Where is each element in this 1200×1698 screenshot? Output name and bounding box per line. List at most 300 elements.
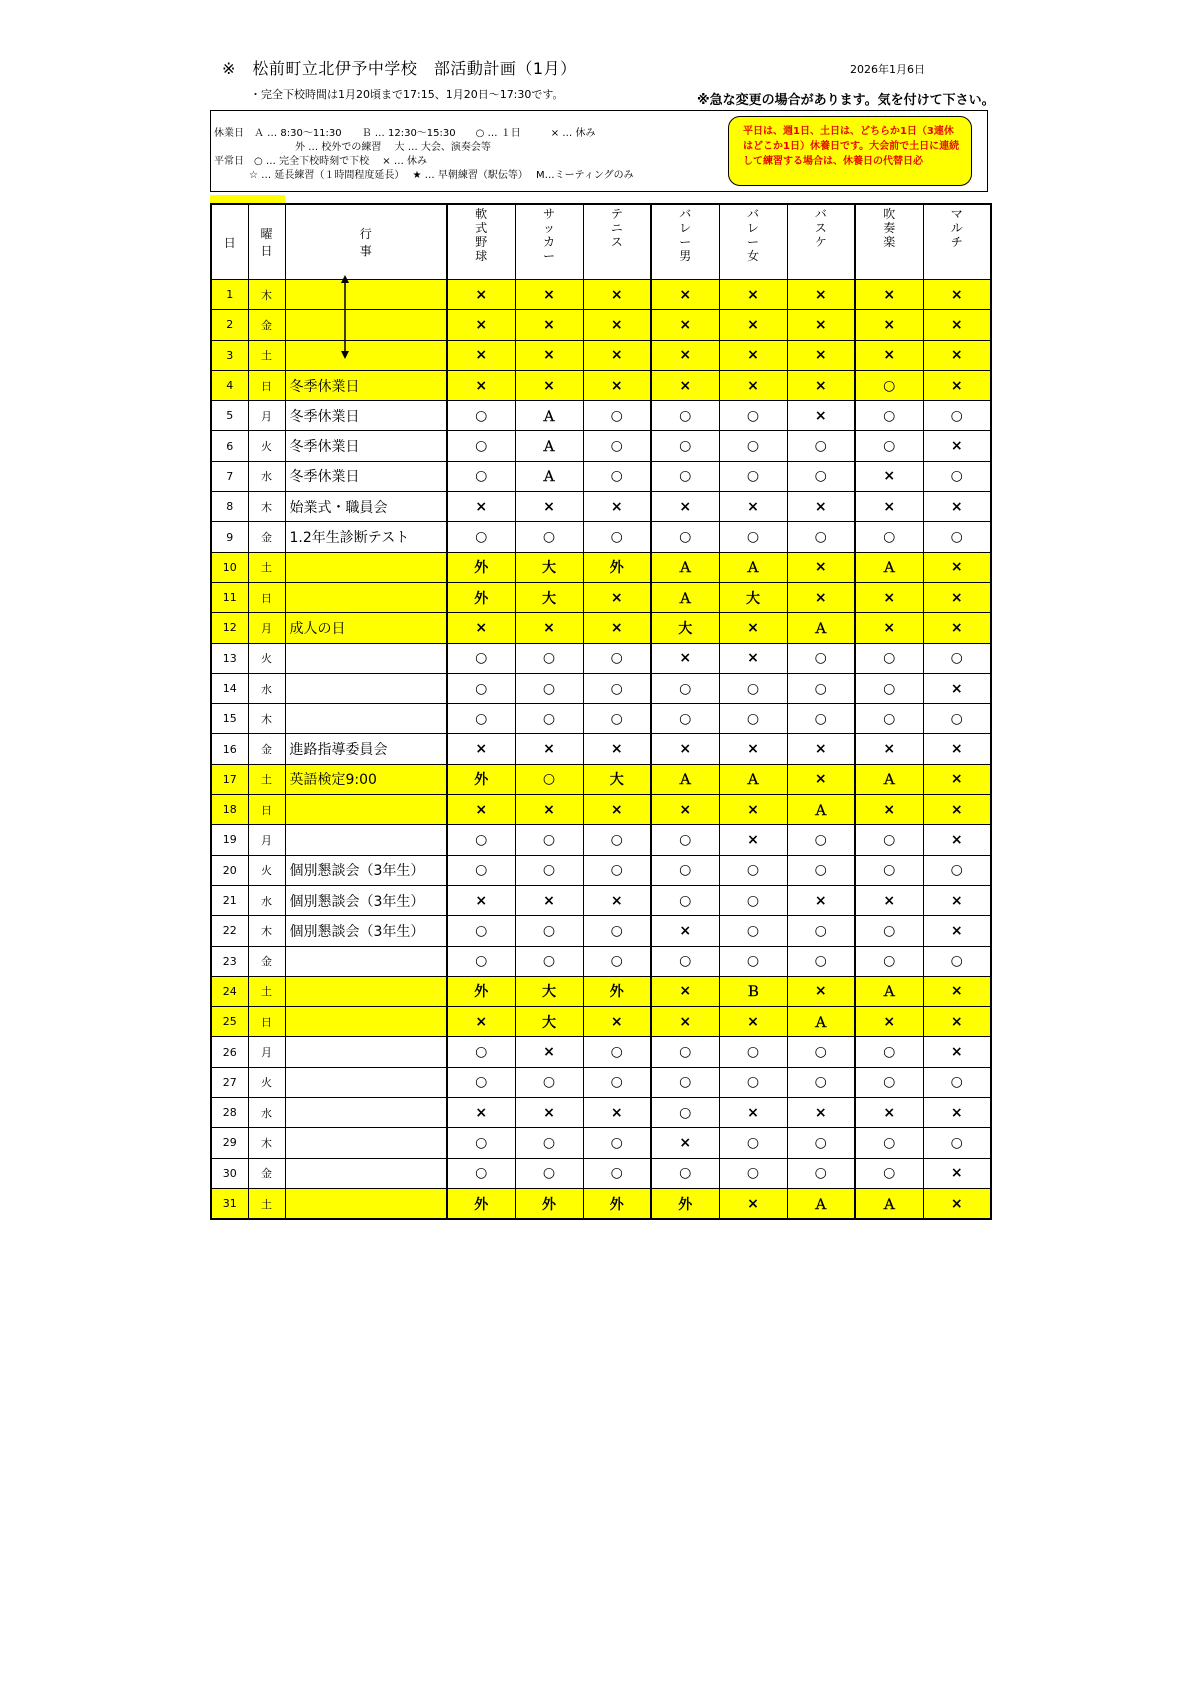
activity-cell: ○ [447, 855, 515, 885]
activity-cell: × [923, 825, 991, 855]
day-cell: 10 [211, 552, 248, 582]
activity-cell: ○ [447, 704, 515, 734]
activity-cell: ○ [787, 916, 855, 946]
activity-cell: ○ [515, 946, 583, 976]
activity-cell: × [923, 1158, 991, 1188]
activity-cell: Ａ [787, 613, 855, 643]
table-row [211, 795, 991, 825]
activity-cell: × [855, 582, 923, 612]
table-row [211, 1128, 991, 1158]
activity-cell: ○ [651, 401, 719, 431]
activity-cell: ○ [787, 1158, 855, 1188]
activity-cell: Ａ [855, 1188, 923, 1219]
weekday-cell: 金 [248, 310, 285, 340]
table-row [211, 1007, 991, 1037]
activity-cell: × [787, 764, 855, 794]
event-cell [285, 795, 447, 825]
day-cell: 9 [211, 522, 248, 552]
weekday-cell: 水 [248, 673, 285, 703]
activity-cell: × [787, 370, 855, 400]
activity-cell: × [923, 280, 991, 310]
weekday-cell: 水 [248, 885, 285, 915]
table-row [211, 340, 991, 370]
activity-cell: ○ [719, 855, 787, 885]
activity-cell: × [515, 1098, 583, 1128]
activity-cell: ○ [787, 461, 855, 491]
activity-cell: ○ [651, 1037, 719, 1067]
activity-cell: × [515, 1037, 583, 1067]
activity-cell: × [583, 613, 651, 643]
rest-day-notice: 平日は、週1日、土日は、どちらか1日（3連休はどこか1日）休養日です。大会前で土日に連続して練習する場合は、休養日の代替日必 [728, 116, 972, 186]
activity-cell: ○ [719, 1128, 787, 1158]
activity-cell: 外 [583, 1188, 651, 1219]
activity-cell: ○ [583, 855, 651, 885]
activity-cell: × [447, 613, 515, 643]
club-name: バ レ ー 女 [746, 207, 759, 263]
event-cell [285, 1188, 447, 1219]
day-cell: 31 [211, 1188, 248, 1219]
activity-cell: ○ [651, 1158, 719, 1188]
event-cell [285, 310, 447, 340]
activity-cell: ○ [855, 370, 923, 400]
activity-cell: × [515, 734, 583, 764]
activity-cell: × [923, 582, 991, 612]
activity-cell: ○ [923, 704, 991, 734]
activity-cell: × [447, 795, 515, 825]
table-row [211, 1158, 991, 1188]
activity-cell: ○ [583, 431, 651, 461]
activity-cell: × [923, 492, 991, 522]
day-cell: 1 [211, 280, 248, 310]
activity-cell: × [787, 1098, 855, 1128]
club-name: バ レ ー 男 [679, 207, 692, 263]
activity-cell: ○ [515, 916, 583, 946]
activity-cell: × [651, 1128, 719, 1158]
activity-cell: ○ [719, 522, 787, 552]
activity-cell: × [583, 795, 651, 825]
table-row [211, 885, 991, 915]
activity-cell: × [651, 370, 719, 400]
activity-cell: ○ [651, 673, 719, 703]
header-dow-label [260, 227, 272, 258]
activity-cell: ○ [447, 643, 515, 673]
day-cell: 18 [211, 795, 248, 825]
event-cell [285, 704, 447, 734]
table-row [211, 280, 991, 310]
activity-cell: Ａ [515, 431, 583, 461]
activity-cell: × [447, 492, 515, 522]
table-row [211, 582, 991, 612]
activity-cell: 大 [515, 552, 583, 582]
event-cell [285, 1037, 447, 1067]
day-cell: 6 [211, 431, 248, 461]
activity-cell: ○ [787, 522, 855, 552]
event-cell [285, 976, 447, 1006]
activity-cell: × [719, 370, 787, 400]
activity-cell: × [855, 492, 923, 522]
day-cell: 30 [211, 1158, 248, 1188]
activity-cell: ○ [515, 1128, 583, 1158]
weekday-cell: 金 [248, 946, 285, 976]
event-cell [285, 582, 447, 612]
weekday-cell: 水 [248, 1098, 285, 1128]
header-club [855, 204, 923, 280]
activity-cell: ○ [583, 946, 651, 976]
table-row [211, 764, 991, 794]
activity-cell: × [447, 280, 515, 310]
table-row [211, 1067, 991, 1097]
event-cell [285, 673, 447, 703]
activity-cell: × [515, 613, 583, 643]
activity-cell: ○ [719, 946, 787, 976]
activity-cell: ○ [855, 916, 923, 946]
table-row [211, 704, 991, 734]
activity-cell: ○ [719, 704, 787, 734]
activity-cell: × [787, 582, 855, 612]
activity-cell: × [855, 734, 923, 764]
activity-cell: ○ [651, 461, 719, 491]
activity-cell: × [855, 613, 923, 643]
activity-cell: ○ [515, 522, 583, 552]
activity-cell: ○ [855, 825, 923, 855]
activity-cell: × [855, 310, 923, 340]
table-row [211, 1098, 991, 1128]
day-cell: 3 [211, 340, 248, 370]
weekday-cell: 日 [248, 582, 285, 612]
day-cell: 25 [211, 1007, 248, 1037]
day-cell: 15 [211, 704, 248, 734]
activity-cell: ○ [855, 431, 923, 461]
weekday-cell: 火 [248, 1067, 285, 1097]
activity-cell: 大 [515, 582, 583, 612]
activity-cell: ○ [855, 522, 923, 552]
activity-cell: × [923, 370, 991, 400]
activity-cell: × [583, 280, 651, 310]
activity-cell: ○ [855, 946, 923, 976]
activity-cell: ○ [855, 673, 923, 703]
club-name: 軟 式 野 球 [475, 207, 488, 263]
day-cell: 2 [211, 310, 248, 340]
activity-cell: × [923, 976, 991, 1006]
table-row [211, 825, 991, 855]
header-dow [248, 204, 285, 280]
activity-cell: × [651, 795, 719, 825]
activity-cell: ○ [515, 1067, 583, 1097]
activity-cell: ○ [583, 704, 651, 734]
activity-cell: ○ [855, 1067, 923, 1097]
event-cell: 冬季休業日 [285, 401, 447, 431]
activity-cell: ○ [651, 946, 719, 976]
activity-cell: Ａ [855, 976, 923, 1006]
activity-cell: × [923, 764, 991, 794]
activity-cell: 外 [447, 976, 515, 1006]
legend-line-3: 平常日 ○ … 完全下校時刻で下校 × … 休み [214, 156, 427, 167]
activity-cell: ○ [855, 643, 923, 673]
table-row [211, 401, 991, 431]
activity-cell: ○ [719, 673, 787, 703]
activity-cell: Ａ [787, 795, 855, 825]
activity-cell: ○ [447, 401, 515, 431]
activity-cell: × [447, 310, 515, 340]
activity-cell: × [923, 613, 991, 643]
club-name: バ ス ケ [814, 207, 827, 249]
table-row [211, 1188, 991, 1219]
activity-cell: × [719, 1007, 787, 1037]
weekday-cell: 金 [248, 522, 285, 552]
activity-cell: × [787, 340, 855, 370]
day-cell: 19 [211, 825, 248, 855]
header-event [285, 204, 447, 280]
activity-cell: × [719, 825, 787, 855]
activity-cell: ○ [787, 1128, 855, 1158]
activity-cell: × [447, 1098, 515, 1128]
activity-cell: × [787, 734, 855, 764]
activity-cell: ○ [583, 1037, 651, 1067]
activity-cell: × [855, 795, 923, 825]
club-name: サ ッ カ ー [542, 207, 555, 263]
activity-cell: ○ [447, 461, 515, 491]
activity-cell: ○ [923, 855, 991, 885]
weekday-cell: 月 [248, 401, 285, 431]
activity-cell: × [787, 310, 855, 340]
activity-cell: × [787, 885, 855, 915]
activity-cell: ○ [651, 522, 719, 552]
activity-cell: ○ [447, 1037, 515, 1067]
activity-cell: 大 [651, 613, 719, 643]
table-row [211, 552, 991, 582]
activity-cell: ○ [923, 461, 991, 491]
weekday-cell: 木 [248, 704, 285, 734]
activity-cell: ○ [447, 1158, 515, 1188]
activity-cell: × [855, 340, 923, 370]
event-cell [285, 1067, 447, 1097]
activity-cell: ○ [515, 704, 583, 734]
activity-cell: × [923, 673, 991, 703]
activity-cell: Ａ [515, 401, 583, 431]
activity-cell: ○ [651, 855, 719, 885]
header-day: 日 [211, 204, 248, 280]
activity-cell: Ａ [651, 552, 719, 582]
header-club [923, 204, 991, 280]
day-cell: 16 [211, 734, 248, 764]
table-row [211, 461, 991, 491]
activity-cell: ○ [719, 461, 787, 491]
activity-cell: 外 [583, 976, 651, 1006]
activity-cell: × [923, 1098, 991, 1128]
event-cell [285, 280, 447, 310]
weekday-cell: 月 [248, 825, 285, 855]
event-cell: 冬季休業日 [285, 431, 447, 461]
activity-cell: ○ [583, 916, 651, 946]
activity-cell: 外 [447, 582, 515, 612]
activity-cell: 大 [515, 1007, 583, 1037]
day-cell: 21 [211, 885, 248, 915]
activity-cell: × [787, 401, 855, 431]
activity-cell: × [923, 1037, 991, 1067]
activity-cell: ○ [651, 885, 719, 915]
activity-cell: ○ [515, 764, 583, 794]
activity-cell: × [651, 1007, 719, 1037]
activity-cell: × [583, 492, 651, 522]
event-cell [285, 1098, 447, 1128]
activity-cell: × [719, 734, 787, 764]
event-cell [285, 825, 447, 855]
table-row [211, 916, 991, 946]
activity-cell: ○ [583, 1158, 651, 1188]
event-cell: 個別懇談会（3年生） [285, 885, 447, 915]
activity-cell: ○ [583, 522, 651, 552]
event-cell: 英語検定9:00 [285, 764, 447, 794]
table-row [211, 673, 991, 703]
header-club [787, 204, 855, 280]
day-cell: 8 [211, 492, 248, 522]
table-row [211, 310, 991, 340]
activity-cell: ○ [923, 1067, 991, 1097]
legend-line-2: 外 … 校外での練習 大 … 大会、演奏会等 [295, 142, 491, 153]
activity-cell: × [719, 340, 787, 370]
header-event-label [360, 227, 372, 258]
event-cell [285, 1128, 447, 1158]
activity-cell: × [583, 582, 651, 612]
activity-cell: × [651, 310, 719, 340]
activity-cell: ○ [855, 1037, 923, 1067]
activity-cell: ○ [855, 1128, 923, 1158]
event-cell: 始業式・職員会 [285, 492, 447, 522]
activity-cell: 大 [515, 976, 583, 1006]
activity-cell: ○ [787, 643, 855, 673]
activity-cell: × [923, 431, 991, 461]
activity-cell: ○ [719, 1037, 787, 1067]
table-row [211, 976, 991, 1006]
table-header-row [211, 204, 991, 280]
activity-cell: ○ [447, 825, 515, 855]
activity-cell: × [923, 885, 991, 915]
club-name: 吹 奏 楽 [883, 207, 896, 249]
activity-cell: Ａ [515, 461, 583, 491]
day-cell: 26 [211, 1037, 248, 1067]
activity-cell: × [719, 643, 787, 673]
day-cell: 12 [211, 613, 248, 643]
day-cell: 28 [211, 1098, 248, 1128]
day-cell: 13 [211, 643, 248, 673]
weekday-cell: 日 [248, 370, 285, 400]
day-cell: 29 [211, 1128, 248, 1158]
header-char: 事 [359, 244, 372, 258]
activity-cell: 外 [447, 552, 515, 582]
table-row [211, 734, 991, 764]
change-warning: ※急な変更の場合があります。気を付けて下さい。 [697, 93, 995, 108]
header-club [719, 204, 787, 280]
weekday-cell: 火 [248, 855, 285, 885]
activity-cell: ○ [651, 431, 719, 461]
event-cell: 冬季休業日 [285, 461, 447, 491]
activity-cell: × [855, 1007, 923, 1037]
activity-cell: ○ [651, 1098, 719, 1128]
activity-cell: Ｂ [719, 976, 787, 1006]
activity-cell: × [583, 1007, 651, 1037]
activity-cell: ○ [719, 431, 787, 461]
weekday-cell: 水 [248, 461, 285, 491]
day-cell: 24 [211, 976, 248, 1006]
day-cell: 17 [211, 764, 248, 794]
table-row [211, 613, 991, 643]
activity-cell: × [447, 734, 515, 764]
day-cell: 22 [211, 916, 248, 946]
activity-cell: × [787, 552, 855, 582]
activity-cell: × [447, 1007, 515, 1037]
event-cell: 成人の日 [285, 613, 447, 643]
activity-cell: × [855, 280, 923, 310]
activity-cell: × [923, 310, 991, 340]
activity-cell: ○ [651, 825, 719, 855]
weekday-cell: 土 [248, 552, 285, 582]
activity-cell: × [855, 885, 923, 915]
activity-cell: 外 [447, 1188, 515, 1219]
event-cell: 個別懇談会（3年生） [285, 855, 447, 885]
activity-cell: ○ [651, 1067, 719, 1097]
activity-cell: ○ [787, 1037, 855, 1067]
table-row [211, 492, 991, 522]
activity-cell: ○ [447, 673, 515, 703]
weekday-cell: 金 [248, 734, 285, 764]
yellow-tab [210, 195, 285, 203]
activity-cell: ○ [447, 431, 515, 461]
activity-cell: ○ [583, 643, 651, 673]
activity-cell: ○ [719, 401, 787, 431]
activity-cell: × [583, 310, 651, 340]
header-club [515, 204, 583, 280]
day-cell: 11 [211, 582, 248, 612]
activity-cell: ○ [923, 401, 991, 431]
activity-cell: ○ [719, 1067, 787, 1097]
activity-cell: × [855, 461, 923, 491]
header-club [651, 204, 719, 280]
club-name: マ ル チ [950, 207, 963, 249]
activity-cell: × [719, 613, 787, 643]
day-cell: 20 [211, 855, 248, 885]
event-cell [285, 643, 447, 673]
activity-cell: ○ [583, 401, 651, 431]
activity-cell: × [651, 916, 719, 946]
activity-cell: 外 [583, 552, 651, 582]
weekday-cell: 月 [248, 1037, 285, 1067]
header-char: 行 [359, 227, 372, 241]
activity-cell: ○ [855, 855, 923, 885]
activity-cell: ○ [855, 1158, 923, 1188]
legend-box [210, 110, 988, 192]
document-date: 2026年1月6日 [850, 63, 925, 76]
activity-cell: × [583, 734, 651, 764]
activity-cell: ○ [583, 1128, 651, 1158]
table-row [211, 946, 991, 976]
activity-cell: Ａ [719, 552, 787, 582]
activity-cell: 外 [515, 1188, 583, 1219]
event-cell: 冬季休業日 [285, 370, 447, 400]
event-cell: 1.2年生診断テスト [285, 522, 447, 552]
activity-cell: ○ [515, 1158, 583, 1188]
weekday-cell: 月 [248, 613, 285, 643]
activity-cell: × [923, 340, 991, 370]
event-cell [285, 946, 447, 976]
day-cell: 27 [211, 1067, 248, 1097]
activity-cell: ○ [719, 1158, 787, 1188]
weekday-cell: 木 [248, 1128, 285, 1158]
table-row [211, 522, 991, 552]
activity-cell: ○ [923, 946, 991, 976]
activity-cell: Ａ [855, 764, 923, 794]
weekday-cell: 土 [248, 340, 285, 370]
activity-cell: × [447, 885, 515, 915]
